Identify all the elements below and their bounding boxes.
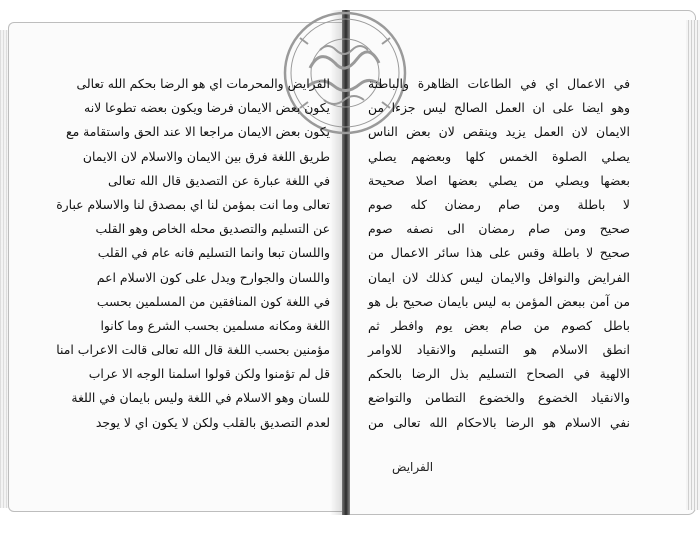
text-line: لا باطلة ومن صام رمضان كله صوم xyxy=(368,196,630,212)
text-line: يصلي الصلوة الخمس كلها وبعضهم يصلي xyxy=(368,148,630,164)
text-line: في اللغة عبارة عن التصديق قال الله تعالى xyxy=(108,172,330,188)
text-line: الفرايض والمحرمات اي هو الرضا بحكم الله تعالى xyxy=(76,76,330,91)
text-line: في اللغة كون المنافقين من المسلمين بحسب xyxy=(96,293,330,309)
text-line: انطق الاسلام هو التسليم والانقياد للاوامر xyxy=(368,342,630,358)
text-line: من آمن ببعض المؤمن به ليس بايمان صحيح بل هو xyxy=(368,293,630,309)
text-line: يكون بعض الايمان مراجعا الا عند الحق واستقامة مع xyxy=(65,124,330,140)
text-line: الايمان لان العمل يزيد وينقص لان بعض الناس xyxy=(368,124,630,140)
text-line: واللسان تبعا وانما التسليم فانه عام في القلب xyxy=(97,245,330,261)
right-page-text xyxy=(368,72,630,435)
text-line: قل لم تؤمنوا ولكن قولوا اسلمنا الوجه الا عراب xyxy=(88,366,330,382)
text-line: مؤمنين بحسب اللغة قال الله تعالى قالت الاعراب امنا xyxy=(56,342,330,358)
text-line: يكون بعض الايمان فرضا ويكون بعضه تطوعا لانه xyxy=(84,100,330,116)
text-line: باطل كصوم من صام بعض يوم وافطر ثم xyxy=(368,317,630,333)
text-line: للسان وهو الاسلام في اللغة وليس بايمان في اللغة xyxy=(71,390,330,406)
text-line: نفي الاسلام هو الرضا بالاحكام الله تعالى من xyxy=(368,414,630,430)
text-line: الالهية في الصحاح التسليم بذل الرضا بالحكم xyxy=(368,366,630,382)
text-line: وهو ايضا على ان العمل الصالح ليس جزءا من xyxy=(368,100,630,116)
text-line: الفرايض والنوافل والايمان ليس كذلك لان ايمان xyxy=(368,269,630,285)
text-line: واللسان والجوارح ويدل على كون الاسلام اعم xyxy=(96,269,330,285)
text-line: والانقياد الخضوع والخضوع التطامن والتواضع xyxy=(368,390,630,406)
text-line: لعدم التصديق بالقلب ولكن لا يكون اي لا يوجد xyxy=(95,414,330,430)
text-line: في الاعمال اي في الطاعات الظاهرة والباطنة xyxy=(368,76,630,91)
text-line: طريق اللغة فرق بين الايمان والاسلام لان الايمان xyxy=(82,148,330,164)
catchword: الفرايض xyxy=(392,460,434,474)
left-page-text xyxy=(56,72,330,435)
text-line: صحيح لا باطلة وقس على هذا سائر الاعمال من xyxy=(368,245,630,261)
text-line: عن التسليم والتصديق محله الخاص وهو القلب xyxy=(95,221,330,237)
text-line: اللغة ومكانه مسلمين بحسب الشرع وما كانوا xyxy=(100,317,330,333)
text-line: بعضها ويصلي من يصلي بعضها اصلا صحيحة xyxy=(368,172,630,188)
text-line: تعالى وما انت بمؤمن لنا اي بمصدق لنا والاسلام عبارة xyxy=(56,196,330,212)
text-line: صحيح ومن صام رمضان الى نصفه صوم xyxy=(368,221,630,237)
right-page-edges xyxy=(686,20,700,510)
